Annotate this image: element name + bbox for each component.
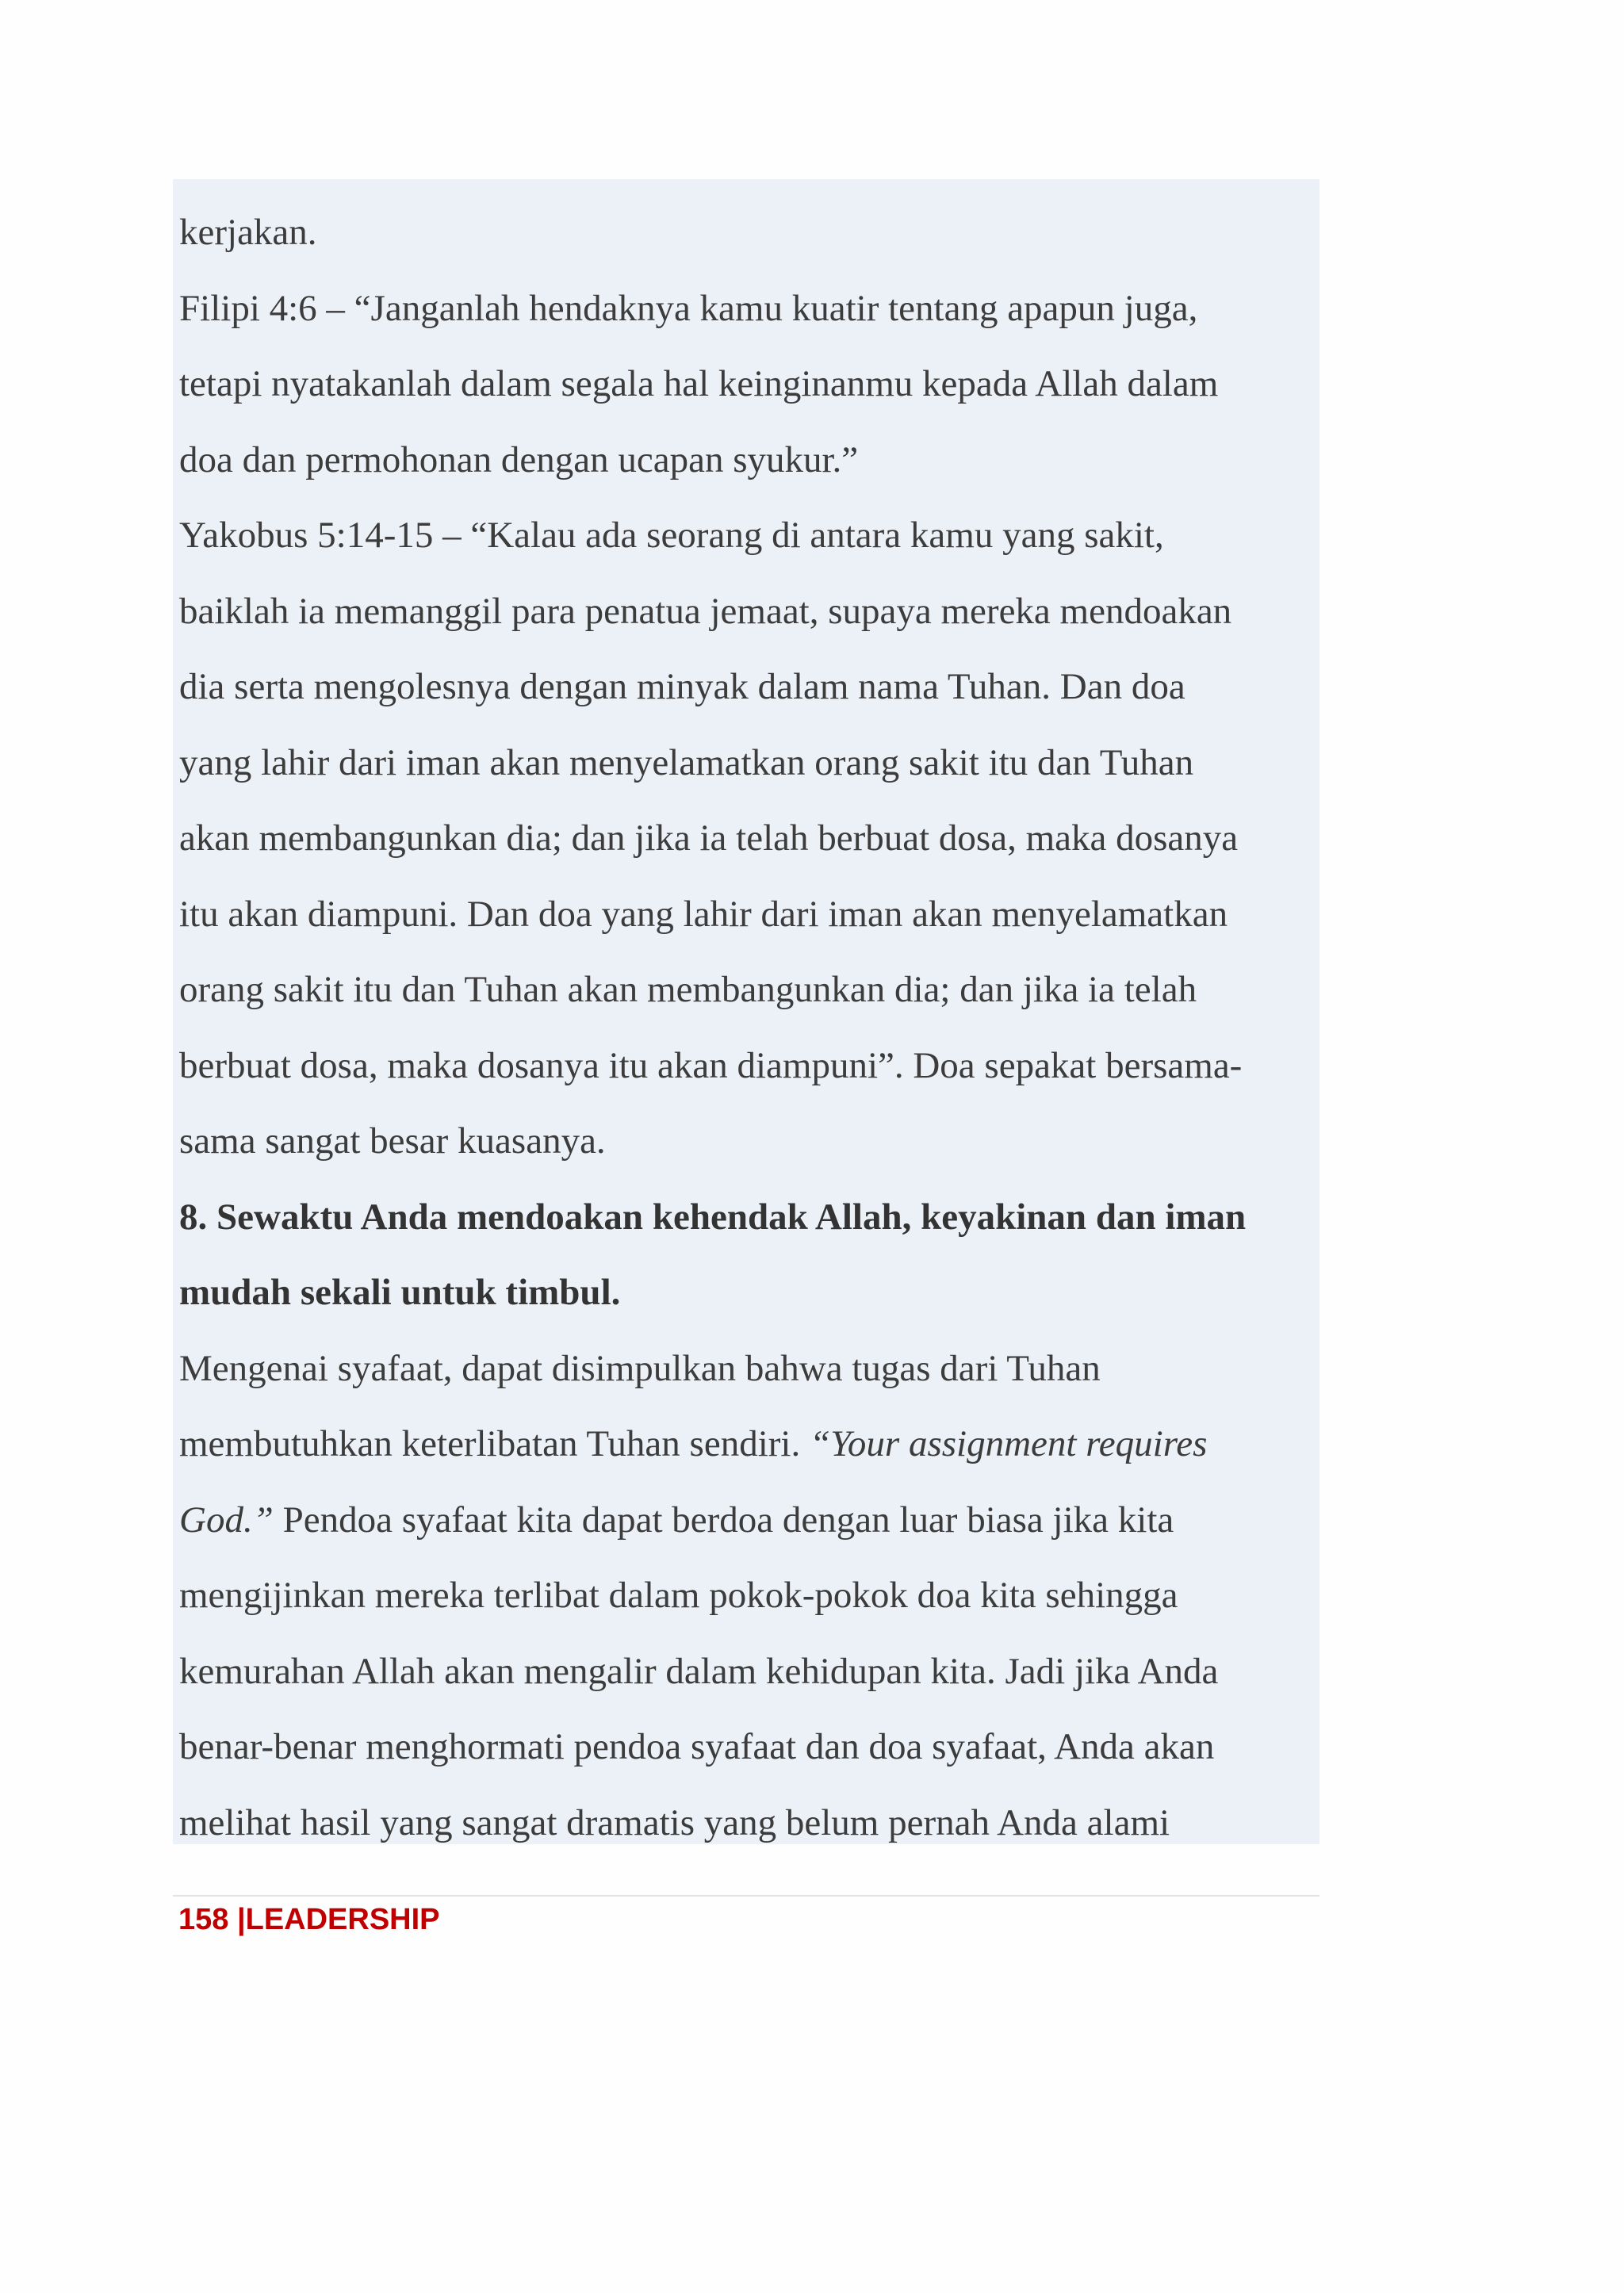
text-segment: membutuhkan keterlibatan Tuhan sendiri. (179, 1423, 810, 1464)
footer-divider (173, 1895, 1320, 1897)
italic-quote: “Your assignment requires (809, 1423, 1208, 1464)
text-line: melihat hasil yang sangat dramatis yang belum pernah Anda alami (179, 1801, 1170, 1843)
text-line: akan membangunkan dia; dan jika ia telah berbuat dosa, maka dosanya (179, 817, 1239, 859)
text-line: itu akan diampuni. Dan doa yang lahir dari iman akan menyelamatkan (179, 893, 1228, 935)
text-line: Mengenai syafaat, dapat disimpulkan bahwa tugas dari Tuhan (179, 1347, 1101, 1389)
page-body-text (179, 195, 1318, 1861)
text-line: baiklah ia memanggil para penatua jemaat, supaya mereka mendoakan (179, 590, 1232, 632)
page-number: 158 (178, 1903, 229, 1936)
text-line: tetapi nyatakanlah dalam segala hal keinginanmu kepada Allah dalam (179, 363, 1219, 404)
text-line: berbuat dosa, maka dosanya itu akan diampuni”. Doa sepakat bersama- (179, 1044, 1243, 1086)
section-heading-line: mudah sekali untuk timbul. (179, 1272, 621, 1313)
text-line: Yakobus 5:14-15 – “Kalau ada seorang di antara kamu yang sakit, (179, 515, 1164, 556)
text-line: orang sakit itu dan Tuhan akan membangunkan dia; dan jika ia telah (179, 969, 1197, 1010)
text-line-mixed (179, 1483, 1318, 1559)
text-line: doa dan permohonan dengan ucapan syukur.” (179, 438, 859, 480)
text-segment: Pendoa syafaat kita dapat berdoa dengan luar biasa jika kita (273, 1499, 1174, 1541)
text-line: mengijinkan mereka terlibat dalam pokok-pokok doa kita sehingga (179, 1575, 1178, 1616)
text-line: sama sangat besar kuasanya. (179, 1120, 606, 1162)
footer-section-title: LEADERSHIP (245, 1903, 440, 1936)
text-line: benar-benar menghormati pendoa syafaat dan doa syafaat, Anda akan (179, 1726, 1215, 1767)
italic-quote: God.” (179, 1499, 274, 1541)
page-footer (178, 1903, 440, 1937)
section-heading-line: 8. Sewaktu Anda mendoakan kehendak Allah, keyakinan dan iman (179, 1196, 1247, 1238)
text-line: Filipi 4:6 – “Janganlah hendaknya kamu kuatir tentang apapun juga, (179, 287, 1198, 329)
footer-separator: | (228, 1903, 246, 1936)
text-line-mixed (179, 1407, 1318, 1483)
text-line: kerjakan. (179, 212, 317, 253)
text-line: dia serta mengolesnya dengan minyak dalam nama Tuhan. Dan doa (179, 666, 1185, 707)
text-line: kemurahan Allah akan mengalir dalam kehidupan kita. Jadi jika Anda (179, 1650, 1219, 1692)
text-line: yang lahir dari iman akan menyelamatkan orang sakit itu dan Tuhan (179, 741, 1194, 783)
